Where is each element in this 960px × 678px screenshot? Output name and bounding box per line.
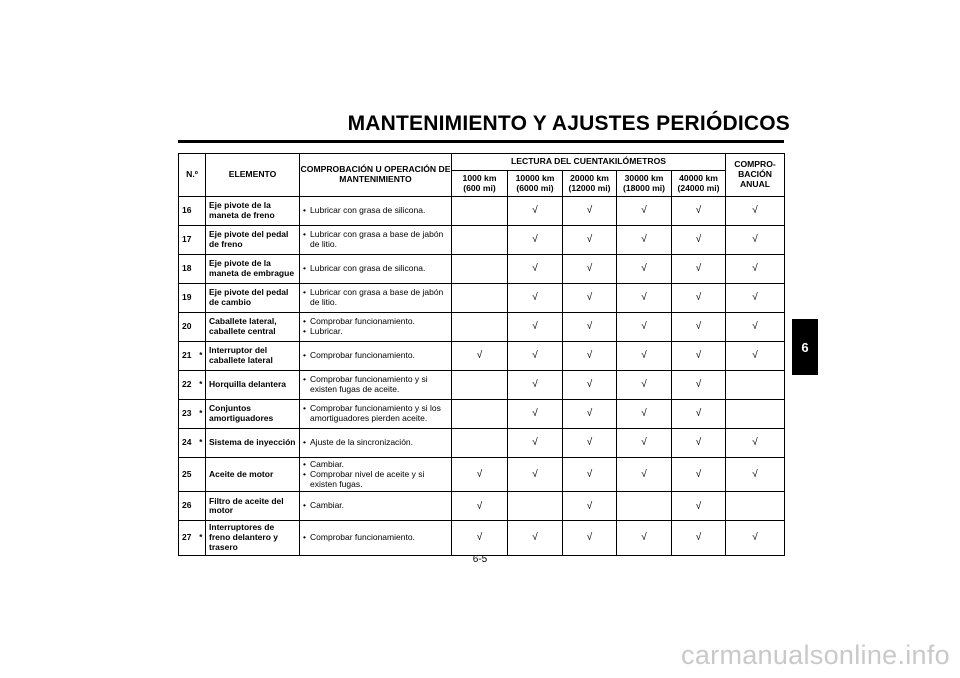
check-mark: √ <box>672 226 726 255</box>
distance-km: 40000 km <box>679 172 718 183</box>
check-mark: √ <box>508 521 563 555</box>
check-mark: √ <box>726 458 785 492</box>
table-row <box>179 400 785 429</box>
table-row <box>179 255 785 284</box>
check-mark: √ <box>726 521 785 555</box>
check-mark: √ <box>617 429 672 458</box>
row-star <box>197 313 206 342</box>
table-row <box>179 521 785 555</box>
check-mark <box>617 492 672 521</box>
check-mark: √ <box>452 458 508 492</box>
row-number: 19 <box>179 284 197 313</box>
operation-item: • Lubricar con grasa a base de jabón de litio. <box>303 230 448 250</box>
check-mark: √ <box>672 429 726 458</box>
check-mark: √ <box>726 284 785 313</box>
row-number: 21 <box>179 342 197 371</box>
row-operation <box>300 342 452 371</box>
maintenance-table <box>178 153 785 556</box>
operation-item: • Cambiar. <box>303 501 448 511</box>
row-item: Filtro de aceite del motor <box>206 492 300 521</box>
check-mark: √ <box>563 255 617 284</box>
check-mark <box>452 197 508 226</box>
header-distance <box>452 171 508 197</box>
operation-item: • Comprobar funcionamiento. <box>303 351 448 361</box>
check-mark: √ <box>452 521 508 555</box>
row-operation <box>300 284 452 313</box>
header-distance <box>672 171 726 197</box>
check-mark: √ <box>508 255 563 284</box>
row-item: Interruptores de freno delantero y trasero <box>206 521 300 555</box>
header-annual: COMPRO-BACIÓN ANUAL <box>726 154 785 197</box>
row-operation <box>300 521 452 555</box>
check-mark: √ <box>508 313 563 342</box>
watermark: carmanualsonline.info <box>681 640 950 670</box>
row-operation <box>300 458 452 492</box>
row-item: Interruptor del caballete lateral <box>206 342 300 371</box>
row-item: Eje pivote de la maneta de freno <box>206 197 300 226</box>
check-mark <box>452 313 508 342</box>
row-number: 16 <box>179 197 197 226</box>
header-item: ELEMENTO <box>206 154 300 197</box>
check-mark: √ <box>672 342 726 371</box>
row-star: * <box>197 342 206 371</box>
row-star <box>197 458 206 492</box>
check-mark: √ <box>508 342 563 371</box>
check-mark <box>726 371 785 400</box>
check-mark: √ <box>672 371 726 400</box>
table-row <box>179 226 785 255</box>
row-operation <box>300 313 452 342</box>
check-mark: √ <box>563 284 617 313</box>
check-mark: √ <box>563 342 617 371</box>
check-mark: √ <box>617 400 672 429</box>
check-mark: √ <box>617 226 672 255</box>
row-star <box>197 226 206 255</box>
row-item: Aceite de motor <box>206 458 300 492</box>
distance-mi: (24000 mi) <box>677 182 720 193</box>
chapter-tab[interactable]: 6 <box>792 319 818 375</box>
row-operation <box>300 429 452 458</box>
check-mark <box>726 400 785 429</box>
row-operation <box>300 371 452 400</box>
operation-item: • Lubricar con grasa de silicona. <box>303 206 448 216</box>
check-mark: √ <box>563 313 617 342</box>
operation-item: • Comprobar funcionamiento. <box>303 533 448 543</box>
check-mark: √ <box>563 458 617 492</box>
row-star <box>197 492 206 521</box>
operation-item: • Comprobar nivel de aceite y si existen fugas. <box>303 470 448 490</box>
check-mark: √ <box>508 429 563 458</box>
row-star: * <box>197 521 206 555</box>
check-mark <box>452 400 508 429</box>
check-mark: √ <box>726 197 785 226</box>
check-mark: √ <box>672 492 726 521</box>
row-number: 23 <box>179 400 197 429</box>
check-mark: √ <box>726 342 785 371</box>
row-operation <box>300 400 452 429</box>
row-item: Caballete lateral, caballete central <box>206 313 300 342</box>
check-mark: √ <box>617 313 672 342</box>
table-row <box>179 371 785 400</box>
distance-mi: (6000 mi) <box>516 182 554 193</box>
check-mark: √ <box>508 226 563 255</box>
check-mark: √ <box>617 521 672 555</box>
distance-km: 1000 km <box>462 172 497 183</box>
table-row <box>179 492 785 521</box>
row-operation <box>300 255 452 284</box>
check-mark <box>452 371 508 400</box>
check-mark: √ <box>617 197 672 226</box>
check-mark <box>726 492 785 521</box>
check-mark: √ <box>563 371 617 400</box>
row-star <box>197 284 206 313</box>
check-mark: √ <box>508 284 563 313</box>
table-row <box>179 458 785 492</box>
check-mark: √ <box>672 400 726 429</box>
row-item: Eje pivote del pedal de cambio <box>206 284 300 313</box>
distance-km: 10000 km <box>515 172 555 183</box>
check-mark: √ <box>617 458 672 492</box>
check-mark: √ <box>508 458 563 492</box>
check-mark: √ <box>617 371 672 400</box>
table-row <box>179 342 785 371</box>
check-mark: √ <box>617 255 672 284</box>
operation-item: • Lubricar con grasa de silicona. <box>303 264 448 274</box>
check-mark: √ <box>452 342 508 371</box>
distance-km: 20000 km <box>570 172 609 183</box>
check-mark: √ <box>563 429 617 458</box>
row-star <box>197 255 206 284</box>
row-star: * <box>197 371 206 400</box>
check-mark: √ <box>508 371 563 400</box>
title-rule <box>178 140 784 143</box>
check-mark: √ <box>563 492 617 521</box>
row-number: 24 <box>179 429 197 458</box>
header-distance <box>563 171 617 197</box>
check-mark: √ <box>672 255 726 284</box>
check-mark: √ <box>672 284 726 313</box>
row-star: * <box>197 400 206 429</box>
row-number: 20 <box>179 313 197 342</box>
row-operation <box>300 226 452 255</box>
check-mark: √ <box>672 458 726 492</box>
check-mark <box>452 226 508 255</box>
page-title: MANTENIMIENTO Y AJUSTES PERIÓDICOS <box>347 112 790 135</box>
page-number: 6-5 <box>472 554 488 565</box>
row-number: 26 <box>179 492 197 521</box>
operation-item: • Lubricar con grasa a base de jabón de litio. <box>303 288 448 308</box>
distance-mi: (12000 mi) <box>568 182 611 193</box>
header-distance <box>508 171 563 197</box>
check-mark: √ <box>563 226 617 255</box>
check-mark: √ <box>563 197 617 226</box>
row-star <box>197 197 206 226</box>
check-mark: √ <box>508 197 563 226</box>
check-mark: √ <box>563 521 617 555</box>
check-mark: √ <box>452 492 508 521</box>
row-number: 17 <box>179 226 197 255</box>
row-item: Horquilla delantera <box>206 371 300 400</box>
table-row <box>179 197 785 226</box>
distance-mi: (600 mi) <box>463 182 496 193</box>
operation-item: • Comprobar funcionamiento y si los amortiguadores pierden aceite. <box>303 404 448 424</box>
operation-item: • Ajuste de la sincronización. <box>303 438 448 448</box>
check-mark: √ <box>508 400 563 429</box>
table-row <box>179 313 785 342</box>
header-distance <box>617 171 672 197</box>
check-mark: √ <box>617 342 672 371</box>
check-mark: √ <box>726 429 785 458</box>
row-number: 22 <box>179 371 197 400</box>
row-item: Eje pivote del pedal de freno <box>206 226 300 255</box>
check-mark: √ <box>672 197 726 226</box>
row-item: Eje pivote de la maneta de embrague <box>206 255 300 284</box>
operation-item: • Cambiar. <box>303 460 448 470</box>
row-number: 25 <box>179 458 197 492</box>
distance-km: 30000 km <box>624 172 664 183</box>
header-no: N.º <box>179 154 206 197</box>
check-mark: √ <box>726 313 785 342</box>
check-mark: √ <box>563 400 617 429</box>
operation-item: • Comprobar funcionamiento y si existen fugas de aceite. <box>303 375 448 395</box>
row-item: Conjuntos amortiguadores <box>206 400 300 429</box>
row-star: * <box>197 429 206 458</box>
row-number: 18 <box>179 255 197 284</box>
row-number: 27 <box>179 521 197 555</box>
table-row <box>179 429 785 458</box>
check-mark <box>452 284 508 313</box>
check-mark <box>508 492 563 521</box>
check-mark: √ <box>726 255 785 284</box>
check-mark: √ <box>672 313 726 342</box>
check-mark <box>452 255 508 284</box>
header-check: COMPROBACIÓN U OPERACIÓN DE MANTENIMIENTO <box>300 154 452 197</box>
check-mark <box>452 429 508 458</box>
header-odometer: LECTURA DEL CUENTAKILÓMETROS <box>452 154 726 171</box>
check-mark: √ <box>617 284 672 313</box>
row-item: Sistema de inyección <box>206 429 300 458</box>
distance-mi: (18000 mi) <box>622 182 666 193</box>
table-row <box>179 284 785 313</box>
row-operation <box>300 492 452 521</box>
row-operation <box>300 197 452 226</box>
operation-item: • Comprobar funcionamiento. <box>303 317 448 327</box>
check-mark: √ <box>672 521 726 555</box>
operation-item: • Lubricar. <box>303 327 448 337</box>
check-mark: √ <box>726 226 785 255</box>
